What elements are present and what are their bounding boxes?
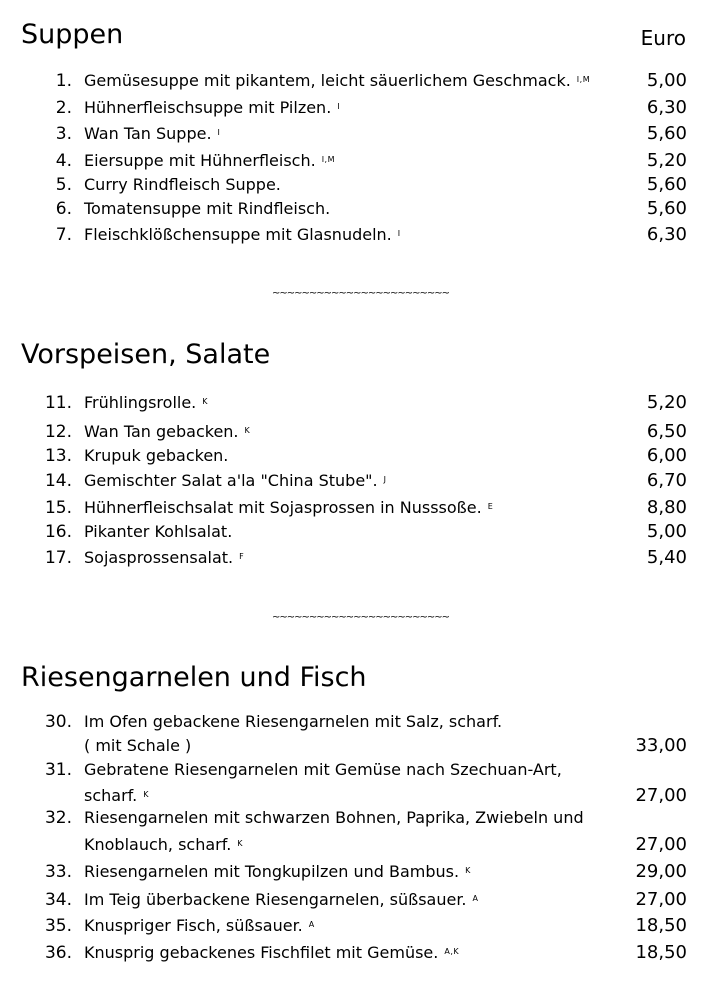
- item-price: 18,50: [635, 942, 687, 963]
- menu-item: [0, 444, 721, 468]
- item-name-wrap: [84, 806, 584, 860]
- item-name: Fleischklößchensuppe mit Glasnudeln.: [84, 225, 392, 244]
- allergen-note: I: [337, 102, 341, 111]
- item-price: 6,30: [646, 224, 687, 245]
- section-divider: ~~~~~~~~~~~~~~~~~~~~~~~~: [271, 288, 450, 299]
- item-name: Krupuk gebacken.: [84, 446, 229, 465]
- item-name: Hühnerfleischsalat mit Sojasprossen in Nusssoße.: [84, 498, 482, 517]
- item-name-line: ( mit Schale ): [84, 736, 192, 755]
- item-name-wrap: [84, 469, 386, 496]
- item-number: 4.: [55, 151, 72, 171]
- item-number: 36.: [44, 943, 72, 963]
- item-number: 3.: [55, 124, 72, 144]
- allergen-note: K: [202, 397, 209, 406]
- menu-item: [0, 149, 721, 173]
- allergen-note: I,M: [576, 75, 591, 84]
- item-name-wrap: [84, 710, 502, 758]
- item-number: 33.: [44, 862, 72, 882]
- item-name: Gemüsesuppe mit pikantem, leicht säuerlichem Geschmack.: [84, 71, 571, 90]
- item-price: 29,00: [635, 861, 687, 882]
- item-number: 34.: [44, 890, 72, 910]
- item-number: 31.: [44, 760, 72, 780]
- item-number: 2.: [55, 98, 72, 118]
- item-price: 27,00: [635, 834, 687, 855]
- menu-item: [0, 69, 721, 93]
- item-number: 16.: [44, 522, 72, 542]
- item-name-wrap: [84, 888, 479, 915]
- allergen-note: K: [244, 426, 251, 435]
- item-name-wrap: [84, 96, 340, 123]
- item-name-line: Gebratene Riesengarnelen mit Gemüse nach Szechuan-Art,: [84, 760, 562, 779]
- item-number: 12.: [44, 422, 72, 442]
- item-name-line: Riesengarnelen mit schwarzen Bohnen, Paprika, Zwiebeln und: [84, 808, 584, 827]
- item-name: Eiersuppe mit Hühnerfleisch.: [84, 151, 316, 170]
- item-price: 6,00: [646, 445, 687, 466]
- item-name-wrap: [84, 860, 471, 887]
- allergen-note: F: [239, 552, 245, 561]
- item-price: 5,60: [646, 174, 687, 195]
- menu-item: [0, 758, 721, 810]
- section-divider: ~~~~~~~~~~~~~~~~~~~~~~~~: [271, 612, 450, 623]
- item-price: 8,80: [646, 497, 687, 518]
- allergen-note: A: [472, 894, 479, 903]
- item-name-wrap: [84, 914, 315, 941]
- section-title: Riesengarnelen und Fisch: [21, 662, 367, 693]
- item-price: 18,50: [635, 915, 687, 936]
- item-number: 11.: [44, 393, 72, 413]
- allergen-note: K: [143, 790, 149, 799]
- allergen-note: K: [237, 839, 244, 848]
- item-name: Tomatensuppe mit Rindfleisch.: [84, 199, 331, 218]
- item-name-line: Im Ofen gebackene Riesengarnelen mit Salz, scharf.: [84, 712, 503, 731]
- currency-label: Euro: [640, 26, 686, 50]
- menu-item: [0, 710, 721, 762]
- menu-item: [0, 391, 721, 415]
- menu-item: [0, 546, 721, 570]
- item-name-wrap: [84, 420, 250, 447]
- item-number: 17.: [44, 548, 72, 568]
- menu-item: [0, 914, 721, 938]
- allergen-note: E: [487, 502, 494, 511]
- allergen-note: A: [308, 920, 315, 929]
- item-number: 6.: [55, 199, 72, 219]
- item-price: 5,60: [646, 123, 687, 144]
- menu-item: [0, 806, 721, 858]
- allergen-note: A,K: [444, 947, 460, 956]
- menu-item: [0, 173, 721, 197]
- item-name: Curry Rindfleisch Suppe.: [84, 175, 281, 194]
- menu-item: [0, 520, 721, 544]
- item-number: 32.: [44, 808, 72, 828]
- menu-item: [0, 860, 721, 884]
- item-name-wrap: [84, 496, 493, 523]
- menu-item: [0, 223, 721, 247]
- item-name: Sojasprossensalat.: [84, 548, 234, 567]
- allergen-note: I: [217, 128, 221, 137]
- item-name: Pikanter Kohlsalat.: [84, 522, 233, 541]
- item-price: 33,00: [635, 735, 687, 756]
- item-price: 5,40: [646, 547, 687, 568]
- item-number: 14.: [44, 471, 72, 491]
- item-number: 35.: [44, 916, 72, 936]
- item-name: Knuspriger Fisch, süßsauer.: [84, 916, 303, 935]
- item-name-wrap: [84, 758, 562, 811]
- item-name-wrap: [84, 223, 401, 250]
- item-price: 6,30: [646, 97, 687, 118]
- item-name-line: Knoblauch, scharf.: [84, 835, 232, 854]
- item-name-wrap: [84, 546, 244, 573]
- allergen-note: I: [397, 229, 401, 238]
- menu-item: [0, 420, 721, 444]
- item-name-wrap: [84, 149, 335, 176]
- item-number: 13.: [44, 446, 72, 466]
- item-name-wrap: [84, 391, 208, 418]
- item-price: 27,00: [635, 785, 687, 806]
- item-number: 30.: [44, 712, 72, 732]
- item-number: 1.: [55, 71, 72, 91]
- item-name: Frühlingsrolle.: [84, 393, 197, 412]
- menu-item: [0, 469, 721, 493]
- menu-item: [0, 496, 721, 520]
- item-name-line: scharf.: [84, 786, 138, 805]
- item-name: Riesengarnelen mit Tongkupilzen und Bambus.: [84, 862, 460, 881]
- item-name: Hühnerfleischsuppe mit Pilzen.: [84, 98, 332, 117]
- item-name: Gemischter Salat a'la "China Stube".: [84, 471, 378, 490]
- menu-item: [0, 888, 721, 912]
- item-name: Knusprig gebackenes Fischfilet mit Gemüse.: [84, 943, 439, 962]
- item-name: Wan Tan Suppe.: [84, 124, 212, 143]
- item-number: 5.: [55, 175, 72, 195]
- item-name-wrap: [84, 941, 459, 968]
- item-price: 6,70: [646, 470, 687, 491]
- menu-item: [0, 197, 721, 221]
- allergen-note: I,M: [321, 155, 335, 164]
- item-number: 15.: [44, 498, 72, 518]
- item-price: 5,60: [646, 198, 687, 219]
- item-name: Im Teig überbackene Riesengarnelen, süßsauer.: [84, 890, 467, 909]
- menu-item: [0, 941, 721, 965]
- menu-item: [0, 96, 721, 120]
- item-number: 7.: [55, 225, 72, 245]
- section-title: Vorspeisen, Salate: [21, 339, 271, 370]
- item-price: 5,20: [646, 150, 687, 171]
- item-price: 5,00: [646, 521, 687, 542]
- allergen-note: K: [465, 866, 471, 875]
- allergen-note: J: [383, 475, 387, 484]
- item-price: 5,20: [646, 392, 687, 413]
- item-name-wrap: [84, 69, 590, 96]
- item-name-wrap: [84, 122, 220, 149]
- item-price: 5,00: [646, 70, 687, 91]
- menu-item: [0, 122, 721, 146]
- section-title: Suppen: [21, 19, 124, 50]
- item-name: Wan Tan gebacken.: [84, 422, 239, 441]
- item-name-line-wrap: [84, 833, 584, 860]
- item-price: 27,00: [635, 889, 687, 910]
- item-price: 6,50: [646, 421, 687, 442]
